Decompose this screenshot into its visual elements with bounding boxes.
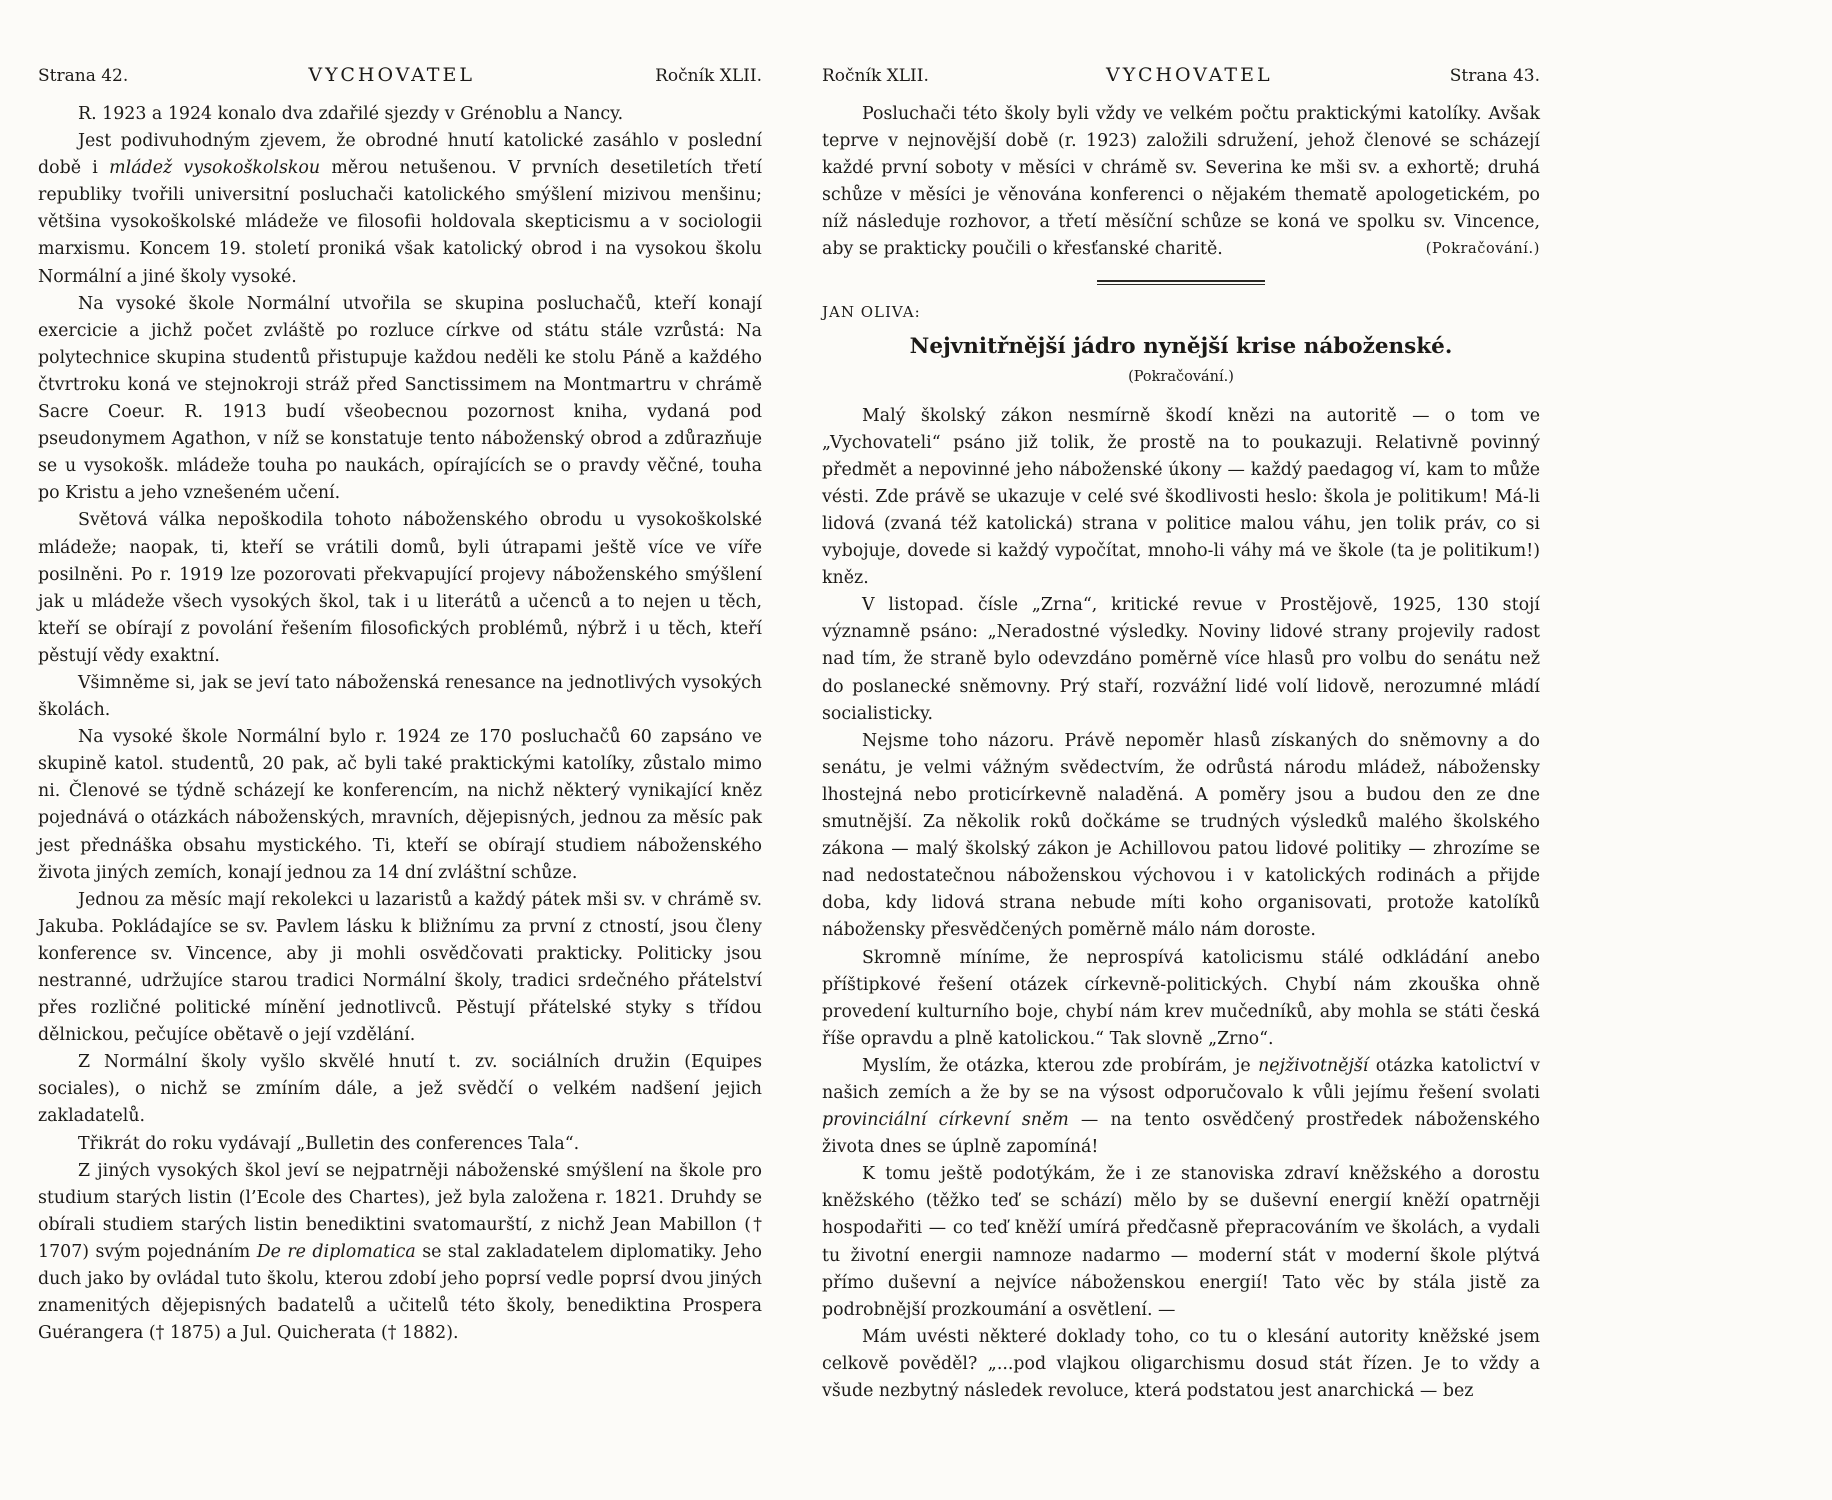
- paragraph: Světová válka nepoškodila tohoto náboženského obrodu u vysokoškolské mládeže; naopak, ti, kteří se vrátili domů, byli útrapami ještě více ve víře posilněni. Po r. 1919 lze pozorovati překvapující projevy náboženského smýšlení jak u mládeže všech vysokých škol, tak i u literátů a učenců a to nejen u těch, kteří se obírají z povolání řešením filosofických problémů, nýbrž i u těch, kteří pěstují vědy exaktní.: [38, 510, 762, 666]
- italic-phrase: provinciální církevní sněm: [822, 1110, 1069, 1131]
- volume-label: Ročník XLII.: [822, 66, 929, 86]
- paragraph: R. 1923 a 1924 konalo dva zdařilé sjezdy v Grénoblu a Nancy.: [78, 104, 624, 124]
- page-body-right: [822, 101, 1540, 1405]
- article-author: JAN OLIVA:: [822, 302, 921, 321]
- journal-title: VYCHOVATEL: [308, 64, 475, 86]
- text-segment: Z jiných vysokých škol jeví se nejpatrněji náboženské smýšlení na škole pro studium starých listin (l’Ecole des Chartes), jež byla založena r. 1821. Druhdy se obírali studiem starých listin benediktini svatomaurští, z nichž Jean Mabillon († 1707) svým pojednáním: [38, 1160, 762, 1262]
- paragraph: Jednou za měsíc mají rekolekci u lazaristů a každý pátek mši sv. v chrámě sv. Jakuba. Pokládajíce se sv. Pavlem lásku k bližnímu za první z ctností, jsou členy konference sv. Vincence, aby ji mohli osvědčovati prakticky. Politicky jsou nestranné, udržujíce starou tradici Normální školy, tradici srdečného přátelství přes rozličné politické mínění jednotlivců. Pěstují přátelské styky s třídou dělnickou, pečujíce obětavě o její vzdělání.: [38, 889, 762, 1046]
- page-header-left: [38, 64, 762, 86]
- paragraph: Malý školský zákon nesmírně škodí knězi na autoritě — o tom ve „Vychovateli“ psáno již tolik, že prostě na to poukazuji. Relativně povinný předmět a nepovinné jeho náboženské úkony — každý paedagog ví, kam to může vésti. Zde právě se ukazuje v celé své škodlivosti heslo: škola je politikum! Má-li lidová (zvaná též katolická) strana v politice malou váhu, jen tolik práv, co si vybojuje, dovede si každý vypočítat, mnoho-li váhy má ve škole (ta je politikum!) kněz.: [822, 405, 1540, 589]
- paragraph: Třikrát do roku vydávají „Bulletin des conferences Tala“.: [78, 1133, 580, 1154]
- italic-phrase: mládež vysokoškolskou: [109, 158, 321, 179]
- text-segment: Jest podivuhodným zjevem, že obrodné hnutí katolické zasáhlo v poslední době i: [38, 131, 762, 179]
- paragraph: Na vysoké škole Normální utvořila se skupina posluchačů, kteří konají exercicie a jichž počet zvláště po rozluce církve od státu stále vzrůstá: Na polytechnice skupina studentů přistupuje každou neděli ke stolu Páně a každého čtvrtroku koná ve stejnokroji stráž před Sanctissimem na Montmartru v chrámě Sacre Coeur. R. 1913 budí všeobecnou pozornost kniha, vydaná pod pseudonymem Agathon, v níž se konstatuje tento náboženský obrod a zdůrazňuje se u vysokošk. mládeže touha po naukách, opírajících se o pravdy věčné, touha po Kristu a jeho vznešeném učení.: [38, 293, 762, 504]
- paragraph: Nejsme toho názoru. Právě nepoměr hlasů získaných do sněmovny a do senátu, je velmi vážným svědectvím, že odrůstá národu mládež, nábožensky lhostejná nebo proticírkevně naladěná. A poměry jsou a budou den ze dne smutnější. Za několik roků dočkáme se trudných výsledků malého školského zákona — malý školský zákon je Achillovou patou lidové politiky — zhrozíme se nad nedostatečnou náboženskou výchovou i v katolických rodinách a přijde doba, kdy lidová strana nebude míti koho organisovati, protože katolíků nábožensky přesvědčených poměrně málo nám doroste.: [822, 730, 1540, 941]
- paragraph: [38, 128, 762, 291]
- paragraph: Všimněme si, jak se jeví tato náboženská renesance na jednotlivých vysokých školách.: [38, 672, 762, 721]
- paragraph: [822, 1053, 1540, 1161]
- text-segment: — na tento osvědčený prostředek náboženského života dnes se úplně zapomíná!: [822, 1110, 1540, 1158]
- italic-phrase: nejživotnější: [1258, 1055, 1369, 1076]
- paragraph: Skromně míníme, že neprospívá katolicismu stálé odkládání anebo příštipkové řešení otázek církevně-politických. Chybí nám zkouška ohně provedení kulturního boje, chybí nám krev mučedníků, aby mohla se státi česká říše opravdu a plně katolickou.“ Tak slovně „Zrno“.: [822, 947, 1540, 1049]
- text-segment: se stal zakladatelem diplomatiky. Jeho duch jako by ovládal tuto školu, kterou zdobí jeho poprsí vedle poprsí dvou jiných znamenitých dějepisných badatelů a učitelů této školy, benediktina Prospera Guérangera († 1875) a Jul. Quicherata († 1882).: [38, 1241, 762, 1344]
- page-left: [38, 0, 762, 1347]
- paragraph: Na vysoké škole Normální bylo r. 1924 ze 170 posluchačů 60 zapsáno ve skupině katol. studentů, 20 pak, ač byli také praktickými katolíky, zůstalo mimo ni. Členové se týdně scházejí ke konferencím, na nichž některý vynikající kněz pojednává o otázkách náboženských, mravních, dějepisných, jednou za měsíc pak jest přednáška obsahu mystického. Ti, kteří se obírají studiem náboženského života jiných zemích, konají jednou za 14 dní zvláštní schůze.: [38, 727, 762, 883]
- paragraph: Z Normální školy vyšlo skvělé hnutí t. zv. sociálních družin (Equipes sociales), o nichž se zmíním dále, a jež svědčí o velkém nadšení jejich zakladatelů.: [38, 1052, 762, 1127]
- paragraph: [822, 101, 1540, 264]
- page-number: Strana 43.: [1449, 66, 1540, 86]
- continuation-note: (Pokračování.): [1425, 241, 1540, 258]
- text-segment: měrou netušenou. V prvních desetiletích třetí republiky tvořili universitní posluchači katolického smýšlení mizivou menšinu; většina vysokoškolské mládeže ve filosofii holdovala skepticismu a v sociologii marxismu. Koncem 19. století proniká však katolický obrod i na vysokou školu Normální a jiné školy vysoké.: [38, 158, 762, 287]
- text-segment: Posluchači této školy byli vždy ve velkém počtu praktickými katolíky. Avšak teprve v nejnovější době (r. 1923) založili sdružení, jehož členové se scházejí každé první soboty v měsíci v chrámě sv. Severina ke mši sv. a exhortě; druhá schůze v měsíci je věnována konferenci o nějakém thematě apologetickém, po níž následuje rozhovor, a třetí měsíční schůze se koná ve spolku sv. Vincence, aby se prakticky poučili o křesťanské charitě.: [822, 104, 1540, 260]
- volume-label: Ročník XLII.: [655, 66, 762, 86]
- page-body-left: [38, 101, 762, 1347]
- paragraph: V listopad. čísle „Zrna“, kritické revue v Prostějově, 1925, 130 stojí významně psáno: „Neradostné výsledky. Noviny lidové strany projevily radost nad tím, že straně bylo odevzdáno poměrně více hlasů pro volbu do senátu než do poslanecké sněmovny. Prý staří, rozvážní lidé volí lidově, nerozumné mládí socialisticky.: [822, 595, 1540, 724]
- article-subtitle: (Pokračování.): [1128, 368, 1234, 385]
- italic-phrase: De re diplomatica: [256, 1241, 416, 1262]
- text-segment: otázka katolictví v našich zemích a že by se na výsost odporučovalo k vůli jejímu řešení svolati: [822, 1055, 1540, 1103]
- page-header-right: [822, 64, 1540, 86]
- paragraph: [38, 1158, 762, 1348]
- paragraph: K tomu ještě podotýkám, že i ze stanoviska zdraví kněžského a dorostu kněžského (těžko teď se schází) mělo by se duševní energií kněží opatrněji hospodařiti — co teď kněží umírá předčasně přepracováním ve školách, a vydali tu životní energii namnoze nadarmo — moderní stát v moderní škole plýtvá přímo duševní a nejvíce náboženskou energií! Tato věc by stála jistě za podrobnější prozkoumání a osvětlení. —: [822, 1164, 1540, 1320]
- page-right: [822, 0, 1540, 1405]
- journal-title: VYCHOVATEL: [1106, 64, 1273, 86]
- article-title: Nejvnitřnější jádro nynější krise náboženské.: [909, 333, 1453, 359]
- text-segment: Myslím, že otázka, kterou zde probírám, je: [862, 1055, 1259, 1076]
- section-divider: [1097, 280, 1265, 285]
- page-number: Strana 42.: [38, 66, 129, 86]
- paragraph: Mám uvésti některé doklady toho, co tu o klesání autority kněžské jsem celkově pověděl? „...pod vlajkou oligarchismu dosud stát řízen. Je to vždy a všude nezbytný následek revoluce, která podstatou jest anarchická — bez: [822, 1326, 1540, 1401]
